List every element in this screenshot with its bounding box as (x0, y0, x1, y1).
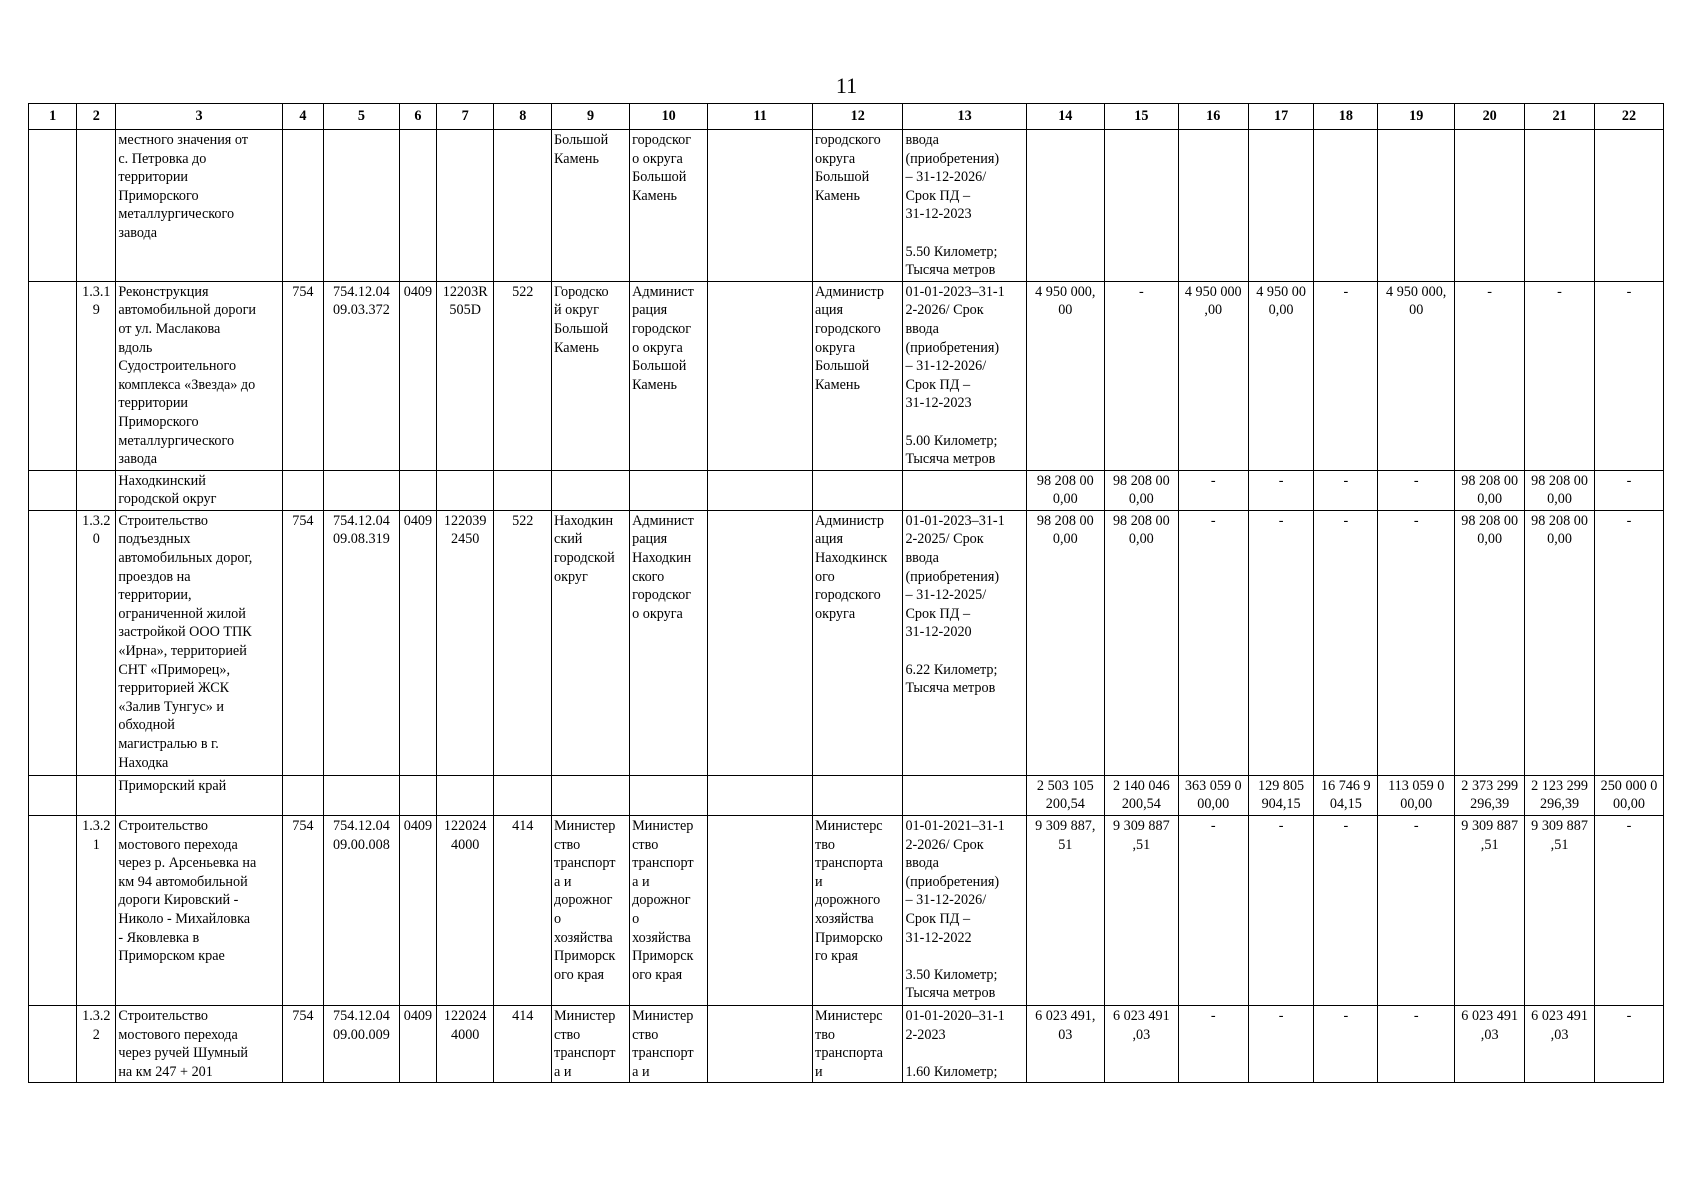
cell-col-20 (1455, 130, 1525, 282)
cell-col-17: 129 805 904,15 (1248, 775, 1314, 815)
cell-col-19: 4 950 000, 00 (1378, 281, 1455, 470)
cell-col-7 (436, 470, 494, 510)
cell-col-3: Строительство подъездных автомобильных дорог, проездов на территории, ограниченной жилой застройкой ООО ТПК «Ирна», территорией СНТ «Приморец», территорией ЖСК «Залив Тунгус» и обходной магистралью в г. Находка (116, 510, 282, 775)
cell-col-21: 2 123 299 296,39 (1525, 775, 1595, 815)
cell-col-19: - (1378, 470, 1455, 510)
cell-col-6 (399, 130, 436, 282)
cell-col-4: 754 (282, 816, 323, 1006)
cell-col-19 (1378, 130, 1455, 282)
column-header-1: 1 (29, 104, 77, 130)
cell-col-13 (903, 470, 1026, 510)
column-header-14: 14 (1026, 104, 1104, 130)
cell-col-5 (323, 775, 399, 815)
cell-col-16: 363 059 0 00,00 (1178, 775, 1248, 815)
table-body (29, 130, 1664, 1083)
cell-col-2 (77, 775, 116, 815)
cell-col-13: 01-01-2021–31-1 2-2026/ Срок ввода (приобретения) – 31-12-2026/ Срок ПД – 31-12-2022 3.50 Километр; Тысяча метров (903, 816, 1026, 1006)
cell-col-1 (29, 510, 77, 775)
cell-col-12: Министерс тво транспорта и дорожного хозяйства Приморско го края (813, 816, 903, 1006)
cell-col-18: - (1314, 1006, 1378, 1083)
cell-col-7: 12203R 505D (436, 281, 494, 470)
cell-col-13: 01-01-2023–31-1 2-2025/ Срок ввода (приобретения) – 31-12-2025/ Срок ПД – 31-12-2020 6.22 Километр; Тысяча метров (903, 510, 1026, 775)
cell-col-18: - (1314, 816, 1378, 1006)
cell-col-8 (494, 470, 552, 510)
cell-col-16: - (1178, 1006, 1248, 1083)
cell-col-5: 754.12.04 09.03.372 (323, 281, 399, 470)
cell-col-17: - (1248, 470, 1314, 510)
cell-col-18: - (1314, 510, 1378, 775)
cell-col-19: - (1378, 510, 1455, 775)
cell-col-18: - (1314, 281, 1378, 470)
cell-col-5 (323, 470, 399, 510)
cell-col-3: Строительство мостового перехода через ручей Шумный на км 247 + 201 (116, 1006, 282, 1083)
cell-col-1 (29, 816, 77, 1006)
cell-col-9 (552, 470, 630, 510)
cell-col-22: - (1594, 470, 1663, 510)
cell-col-21: 9 309 887 ,51 (1525, 816, 1595, 1006)
cell-col-22: - (1594, 816, 1663, 1006)
table-header-row (29, 104, 1664, 130)
cell-col-13: ввода (приобретения) – 31-12-2026/ Срок ПД – 31-12-2023 5.50 Километр; Тысяча метров (903, 130, 1026, 282)
column-header-21: 21 (1525, 104, 1595, 130)
cell-col-11 (708, 1006, 813, 1083)
cell-col-3: Реконструкция автомобильной дороги от ул. Маслакова вдоль Судостроительного комплекса «Звезда» до территории Приморского металлургического завода (116, 281, 282, 470)
column-header-6: 6 (399, 104, 436, 130)
cell-col-17 (1248, 130, 1314, 282)
column-header-2: 2 (77, 104, 116, 130)
cell-col-17: - (1248, 1006, 1314, 1083)
cell-col-14 (1026, 130, 1104, 282)
cell-col-9: Находкин ский городской округ (552, 510, 630, 775)
cell-col-9: Городско й округ Большой Камень (552, 281, 630, 470)
cell-col-2: 1.3.21 (77, 816, 116, 1006)
cell-col-5: 754.12.04 09.00.009 (323, 1006, 399, 1083)
cell-col-1 (29, 470, 77, 510)
cell-col-10: городског о округа Большой Камень (630, 130, 708, 282)
cell-col-2 (77, 470, 116, 510)
cell-col-22 (1594, 130, 1663, 282)
cell-col-16: - (1178, 816, 1248, 1006)
cell-col-9: Большой Камень (552, 130, 630, 282)
cell-col-14: 4 950 000, 00 (1026, 281, 1104, 470)
cell-col-20: 2 373 299 296,39 (1455, 775, 1525, 815)
cell-col-1 (29, 281, 77, 470)
cell-col-1 (29, 775, 77, 815)
cell-col-3: Приморский край (116, 775, 282, 815)
cell-col-11 (708, 281, 813, 470)
cell-col-8: 522 (494, 281, 552, 470)
cell-col-13 (903, 775, 1026, 815)
cell-col-7: 122039 2450 (436, 510, 494, 775)
cell-col-4: 754 (282, 1006, 323, 1083)
cell-col-9: Министер ство транспорт а и (552, 1006, 630, 1083)
column-header-16: 16 (1178, 104, 1248, 130)
cell-col-18: - (1314, 470, 1378, 510)
table-row (29, 130, 1664, 282)
column-header-22: 22 (1594, 104, 1663, 130)
cell-col-13: 01-01-2020–31-1 2-2023 1.60 Километр; (903, 1006, 1026, 1083)
cell-col-14: 6 023 491, 03 (1026, 1006, 1104, 1083)
cell-col-17: - (1248, 816, 1314, 1006)
cell-col-21: 98 208 00 0,00 (1525, 470, 1595, 510)
cell-col-20: 6 023 491 ,03 (1455, 1006, 1525, 1083)
budget-table (28, 103, 1664, 1083)
cell-col-17: 4 950 00 0,00 (1248, 281, 1314, 470)
table-row (29, 281, 1664, 470)
column-header-20: 20 (1455, 104, 1525, 130)
cell-col-15: 2 140 046 200,54 (1104, 775, 1178, 815)
cell-col-6 (399, 470, 436, 510)
cell-col-9 (552, 775, 630, 815)
column-header-7: 7 (436, 104, 494, 130)
cell-col-3: Находкинский городской округ (116, 470, 282, 510)
column-header-8: 8 (494, 104, 552, 130)
cell-col-2 (77, 130, 116, 282)
cell-col-2: 1.3.20 (77, 510, 116, 775)
cell-col-3: местного значения от с. Петровка до территории Приморского металлургического завода (116, 130, 282, 282)
cell-col-8 (494, 130, 552, 282)
cell-col-8: 414 (494, 1006, 552, 1083)
cell-col-20: 98 208 00 0,00 (1455, 510, 1525, 775)
cell-col-6: 0409 (399, 1006, 436, 1083)
column-header-12: 12 (813, 104, 903, 130)
cell-col-5 (323, 130, 399, 282)
page-number: 11 (835, 73, 858, 98)
cell-col-22: - (1594, 281, 1663, 470)
cell-col-8: 414 (494, 816, 552, 1006)
column-header-9: 9 (552, 104, 630, 130)
cell-col-18: 16 746 9 04,15 (1314, 775, 1378, 815)
cell-col-19: 113 059 0 00,00 (1378, 775, 1455, 815)
cell-col-14: 98 208 00 0,00 (1026, 510, 1104, 775)
cell-col-12: городского округа Большой Камень (813, 130, 903, 282)
cell-col-6: 0409 (399, 281, 436, 470)
cell-col-22: 250 000 0 00,00 (1594, 775, 1663, 815)
cell-col-7: 122024 4000 (436, 1006, 494, 1083)
cell-col-12: Министерс тво транспорта и (813, 1006, 903, 1083)
column-header-19: 19 (1378, 104, 1455, 130)
table-row (29, 775, 1664, 815)
cell-col-7 (436, 130, 494, 282)
column-header-11: 11 (708, 104, 813, 130)
cell-col-2: 1.3.19 (77, 281, 116, 470)
cell-col-18 (1314, 130, 1378, 282)
cell-col-14: 9 309 887, 51 (1026, 816, 1104, 1006)
cell-col-15 (1104, 130, 1178, 282)
cell-col-11 (708, 816, 813, 1006)
cell-col-11 (708, 775, 813, 815)
column-header-18: 18 (1314, 104, 1378, 130)
cell-col-14: 2 503 105 200,54 (1026, 775, 1104, 815)
cell-col-10 (630, 470, 708, 510)
cell-col-8 (494, 775, 552, 815)
column-header-17: 17 (1248, 104, 1314, 130)
table-row (29, 1006, 1664, 1083)
table-row (29, 816, 1664, 1006)
cell-col-6: 0409 (399, 816, 436, 1006)
column-header-13: 13 (903, 104, 1026, 130)
cell-col-21: 6 023 491 ,03 (1525, 1006, 1595, 1083)
cell-col-11 (708, 470, 813, 510)
cell-col-12 (813, 775, 903, 815)
cell-col-4 (282, 775, 323, 815)
cell-col-22: - (1594, 510, 1663, 775)
cell-col-19: - (1378, 1006, 1455, 1083)
cell-col-4 (282, 130, 323, 282)
cell-col-3: Строительство мостового перехода через р. Арсеньевка на км 94 автомобильной дороги Кировский - Николо - Михайловка - Яковлевка в Приморском крае (116, 816, 282, 1006)
cell-col-7 (436, 775, 494, 815)
cell-col-20: - (1455, 281, 1525, 470)
cell-col-14: 98 208 00 0,00 (1026, 470, 1104, 510)
cell-col-11 (708, 510, 813, 775)
cell-col-17: - (1248, 510, 1314, 775)
cell-col-12 (813, 470, 903, 510)
column-header-5: 5 (323, 104, 399, 130)
cell-col-4: 754 (282, 281, 323, 470)
cell-col-13: 01-01-2023–31-1 2-2026/ Срок ввода (приобретения) – 31-12-2026/ Срок ПД – 31-12-2023 5.00 Километр; Тысяча метров (903, 281, 1026, 470)
cell-col-10 (630, 775, 708, 815)
column-header-3: 3 (116, 104, 282, 130)
cell-col-1 (29, 130, 77, 282)
cell-col-10: Админист рация Находкин ского городског о округа (630, 510, 708, 775)
cell-col-6: 0409 (399, 510, 436, 775)
cell-col-12: Администр ация городского округа Большой Камень (813, 281, 903, 470)
cell-col-15: - (1104, 281, 1178, 470)
cell-col-16 (1178, 130, 1248, 282)
cell-col-12: Администр ация Находкинск ого городского округа (813, 510, 903, 775)
column-header-15: 15 (1104, 104, 1178, 130)
cell-col-15: 9 309 887 ,51 (1104, 816, 1178, 1006)
cell-col-4 (282, 470, 323, 510)
cell-col-15: 98 208 00 0,00 (1104, 510, 1178, 775)
cell-col-10: Админист рация городског о округа Большой Камень (630, 281, 708, 470)
cell-col-16: - (1178, 510, 1248, 775)
cell-col-16: - (1178, 470, 1248, 510)
cell-col-21: 98 208 00 0,00 (1525, 510, 1595, 775)
column-header-4: 4 (282, 104, 323, 130)
cell-col-6 (399, 775, 436, 815)
cell-col-20: 9 309 887 ,51 (1455, 816, 1525, 1006)
cell-col-5: 754.12.04 09.00.008 (323, 816, 399, 1006)
cell-col-9: Министер ство транспорт а и дорожног о хозяйства Приморск ого края (552, 816, 630, 1006)
cell-col-4: 754 (282, 510, 323, 775)
cell-col-19: - (1378, 816, 1455, 1006)
table-row (29, 510, 1664, 775)
cell-col-5: 754.12.04 09.08.319 (323, 510, 399, 775)
cell-col-20: 98 208 00 0,00 (1455, 470, 1525, 510)
cell-col-8: 522 (494, 510, 552, 775)
cell-col-10: Министер ство транспорт а и дорожног о хозяйства Приморск ого края (630, 816, 708, 1006)
cell-col-15: 98 208 00 0,00 (1104, 470, 1178, 510)
column-header-10: 10 (630, 104, 708, 130)
cell-col-21 (1525, 130, 1595, 282)
cell-col-16: 4 950 000 ,00 (1178, 281, 1248, 470)
cell-col-22: - (1594, 1006, 1663, 1083)
table-row (29, 470, 1664, 510)
cell-col-2: 1.3.22 (77, 1006, 116, 1083)
cell-col-1 (29, 1006, 77, 1083)
cell-col-10: Министер ство транспорт а и (630, 1006, 708, 1083)
cell-col-15: 6 023 491 ,03 (1104, 1006, 1178, 1083)
cell-col-21: - (1525, 281, 1595, 470)
cell-col-11 (708, 130, 813, 282)
cell-col-7: 122024 4000 (436, 816, 494, 1006)
